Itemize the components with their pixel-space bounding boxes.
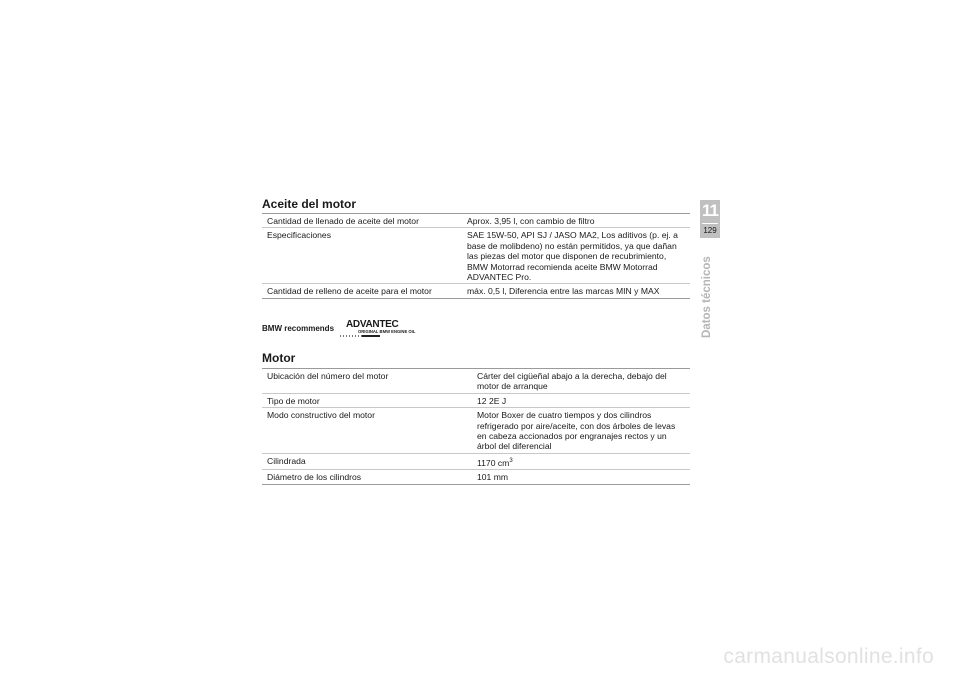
table-row [262,214,690,228]
watermark-text: carmanualsonline.info [723,645,934,668]
advantec-logo-subtitle: ORIGINAL BMW ENGINE OIL [358,329,416,334]
advantec-recommendation [262,319,462,341]
recommendation-text: BMW recommends [262,324,335,333]
table-cell-label: Modo constructivo del motor [262,408,472,454]
table-cell-label: Ubicación del número del motor [262,369,472,394]
chapter-tab [700,200,720,238]
section-title-engine-oil: Aceite del motor [262,197,357,211]
advantec-logo-title: ADVANTEC [346,319,399,330]
table-cell-value: máx. 0,5 l, Diferencia entre las marcas MIN y MAX [462,284,690,298]
table-cell-label: Cilindrada [262,453,472,469]
table-cell-label: Cantidad de relleno de aceite para el motor [262,284,462,298]
table-cell-value: 12 2E J [472,393,690,407]
table-row [262,408,690,454]
section-title-engine: Motor [262,351,296,365]
table-cell-value: 101 mm [472,470,690,484]
engine-table [262,368,690,485]
chapter-divider [702,223,718,224]
table-row [262,228,690,284]
table-cell-label: Diámetro de los cilindros [262,470,472,484]
chapter-number: 11 [702,201,718,220]
table-row [262,470,690,484]
table-cell-value [472,453,690,469]
table-cell-value: SAE 15W-50, API SJ / JASO MA2, Los aditivos (p. ej. a base de molibdeno) no están permitidos, ya que dañan las piezas del motor que disponen de recubrimiento, BMW Motorrad recomienda aceite BMW Motorrad ADVANTEC Pro. [462,228,690,284]
displacement-value: 1170 cm [477,457,510,468]
table-cell-value: Motor Boxer de cuatro tiempos y dos cilindros refrigerado por aire/aceite, con dos árboles de levas en cabeza accionados por engranajes rectos y un árbol del diferencial [472,408,690,454]
table-row [262,284,690,298]
table-row [262,369,690,394]
table-cell-value: Aprox. 3,95 l, con cambio de filtro [462,214,690,228]
table-cell-label: Cantidad de llenado de aceite del motor [262,214,462,228]
displacement-unit-exponent: 3 [509,457,513,464]
page-number: 129 [703,226,717,235]
engine-oil-table [262,213,690,299]
table-row [262,453,690,469]
advantec-logo-bar [362,335,380,337]
table-cell-label: Tipo de motor [262,393,472,407]
table-cell-value: Cárter del cigüeñal abajo a la derecha, debajo del motor de arranque [472,369,690,394]
table-row [262,393,690,407]
table-cell-label: Especificaciones [262,228,462,284]
chapter-title-vertical: Datos técnicos [701,256,713,338]
